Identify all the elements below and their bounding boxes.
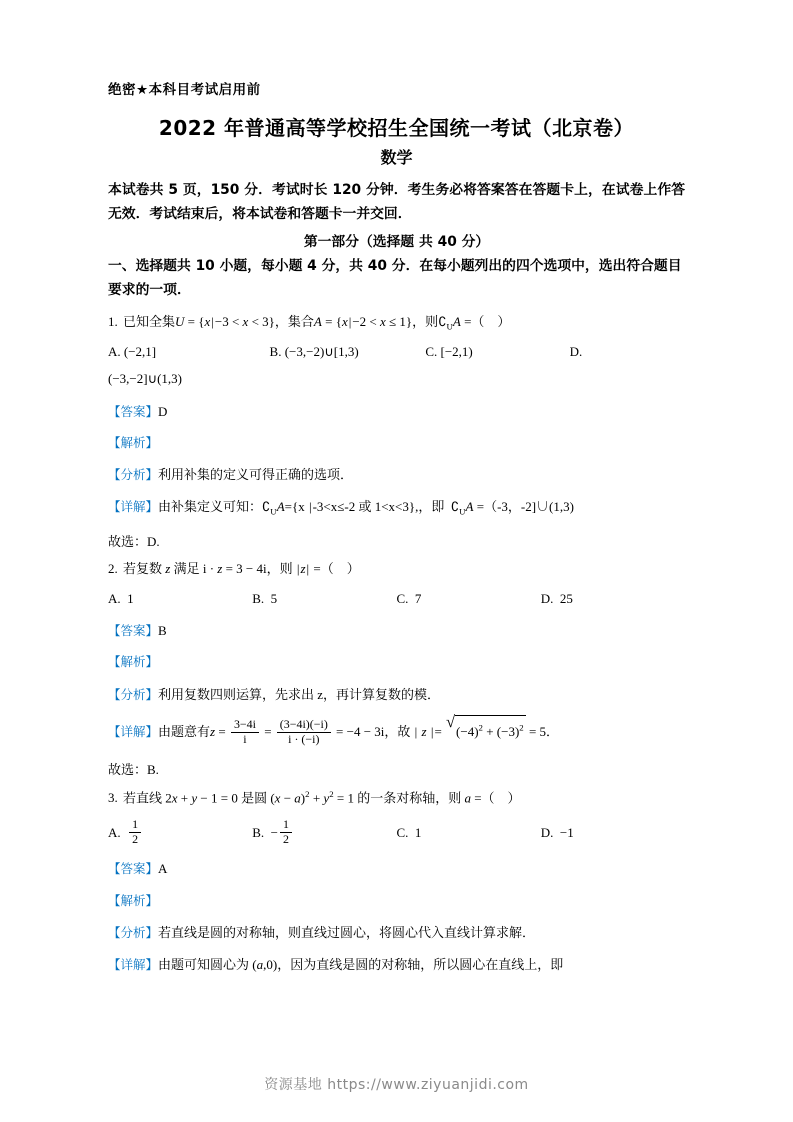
analysis-text: 若直线是圆的对称轴，则直线过圆心，将圆心代入直线计算求解． <box>158 924 536 940</box>
detail-tag: 【详解】 <box>108 957 159 973</box>
analysis-label: 【解析】 <box>108 892 159 908</box>
analysis-tag: 【分析】 <box>108 924 159 940</box>
option-1-c[interactable]: C. [−2,1) <box>425 344 473 360</box>
option-2-b[interactable]: B. 5 <box>252 590 278 606</box>
secret-notice: 绝密★本科目考试启用前 <box>108 82 261 98</box>
question-2-options <box>108 587 685 612</box>
option-1-b[interactable]: B. (−3,−2)∪[1,3) <box>269 344 359 360</box>
detail-tag: 【详解】 <box>108 499 159 515</box>
option-1-d[interactable]: D. <box>569 344 583 360</box>
question-3-options <box>108 816 685 850</box>
question-2-analysis <box>108 683 685 707</box>
question-2-detail: 【详解】由题意有z = $\frac{3-4i}{i}$ = $\frac{(3-4i)(-i)}{i \cdot (-i)}$ = −4 − 3i，故 | z |= √ $(-4)^2 + (-3)^2 = 5$． <box>108 715 685 749</box>
question-1-number: 1. <box>108 313 118 329</box>
option-1-d-wrapped: (−3,−2]∪(1,3) <box>108 370 182 386</box>
question-1-stem: 1. 已知全集U = {x|−3 < x < 3}，集合A = {x|−2 < x ≤ 1}，则$∁_UA$ =（ ） <box>108 313 511 332</box>
analysis-text: 利用复数四则运算，先求出 z，再计算复数的模． <box>158 686 441 702</box>
question-2-analysis-head <box>108 651 685 673</box>
question-2-number: 2. <box>108 560 118 576</box>
option-3-d[interactable]: D. −1 <box>540 824 574 840</box>
question-1-answer <box>108 401 685 423</box>
question-3-stem: 3. 若直线 2x + y − 1 = 0 是圆 $(x - a)^2 + y^2 = 1$ 的一条对称轴，则 a =（ ） <box>108 788 521 805</box>
question-1-stem-suffix: ，则 <box>412 313 439 329</box>
analysis-tag: 【分析】 <box>108 466 159 482</box>
option-3-c[interactable]: C. 1 <box>396 824 422 840</box>
page-title: 2022 年普通高等学校招生全国统一考试（北京卷） <box>158 116 635 140</box>
exam-instructions: 本试卷共 5 页，150 分．考试时长 120 分钟．考生务必将答案答在答题卡上，在试卷上作答无效．考试结束后，将本试卷和答题卡一并交回． <box>108 182 685 223</box>
question-1-conclusion: 故选：D. <box>108 533 160 549</box>
question-1-analysis <box>108 463 685 487</box>
analysis-label: 【解析】 <box>108 434 159 450</box>
analysis-tag: 【分析】 <box>108 686 159 702</box>
option-2-c[interactable]: C. 7 <box>396 590 422 606</box>
question-1-detail: 【详解】由补集定义可知：$∁_UA=\{x$ |-3<x≤-2 或 1<x<3},，即 $∁_UA =(-3$，-2]∪(1,3) <box>108 499 574 517</box>
answer-label: 【答案】 <box>108 861 159 877</box>
question-3-analysis <box>108 921 685 945</box>
option-3-b[interactable]: B. − $\frac{1}{2}$ <box>252 816 396 850</box>
option-1-a[interactable]: A. (−2,1] <box>108 344 157 360</box>
answer-label: 【答案】 <box>108 403 159 419</box>
answer-value: A <box>158 861 168 877</box>
question-1-stem-mid: ，集合 <box>274 313 314 329</box>
part-one-title: 第一部分（选择题 共 40 分） <box>303 234 490 251</box>
question-1-options <box>108 340 685 365</box>
analysis-label: 【解析】 <box>108 654 159 670</box>
detail-prefix: 由题意有 <box>158 724 211 740</box>
question-1-analysis-head <box>108 432 685 454</box>
option-2-d[interactable]: D. 25 <box>540 590 573 606</box>
answer-value: D <box>158 403 168 419</box>
question-2-answer <box>108 620 685 642</box>
question-2-stem: 2. 若复数 z 满足 i · z = 3 − 4i，则 |z| =（ ） <box>108 560 360 576</box>
question-3-detail: 【详解】由题可知圆心为 (a,0)，因为直线是圆的对称轴，所以圆心在直线上，即 <box>108 957 564 973</box>
detail-tag: 【详解】 <box>108 724 159 740</box>
answer-label: 【答案】 <box>108 623 159 639</box>
question-2-conclusion: 故选：B. <box>108 761 159 777</box>
question-3-number: 3. <box>108 789 118 805</box>
analysis-text: 利用补集的定义可得正确的选项． <box>158 466 354 482</box>
question-1-stem-prefix: 已知全集 <box>123 313 176 329</box>
question-3-answer <box>108 858 685 880</box>
subject-title: 数学 <box>380 148 413 167</box>
option-2-a[interactable]: A. 1 <box>108 590 134 606</box>
section-lead: 一、选择题共 10 小题，每小题 4 分，共 40 分．在每小题列出的四个选项中，选出符合题目要求的一项． <box>108 258 682 299</box>
answer-value: B <box>158 623 167 639</box>
option-3-a[interactable]: A. $\frac{1}{2}$ <box>108 816 252 850</box>
footer-watermark: 资源基地 https://www.ziyuanjidi.com <box>264 1077 529 1093</box>
question-3-analysis-head <box>108 890 685 912</box>
